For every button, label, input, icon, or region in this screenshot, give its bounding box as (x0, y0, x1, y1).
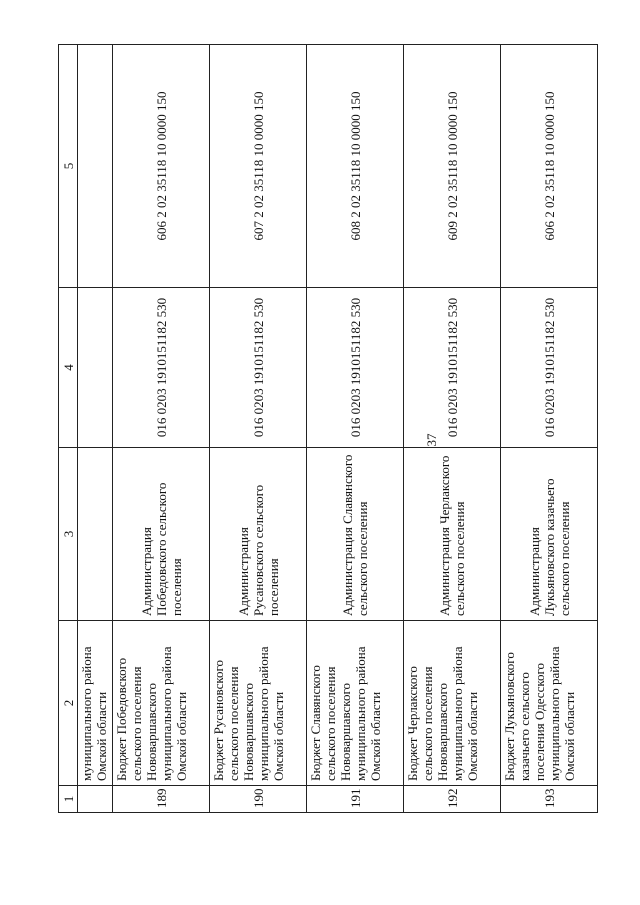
budget-name: Бюджет Лукьяновского казачьего сельского поселения Одесского муниципального района Омской области (501, 621, 598, 786)
budget-table (58, 44, 598, 813)
header-col-3: 3 (59, 448, 78, 621)
code-col-5: 608 2 02 35118 10 0000 150 (307, 45, 404, 288)
header-col-1: 1 (59, 786, 78, 813)
row-number: 189 (113, 786, 210, 813)
code-col-5: 609 2 02 35118 10 0000 150 (404, 45, 501, 288)
code-col-4: 016 0203 1910151182 530 (210, 288, 307, 448)
code-col-5: 606 2 02 35118 10 0000 150 (501, 45, 598, 288)
administrator (78, 448, 113, 621)
code-col-5: 607 2 02 35118 10 0000 150 (210, 45, 307, 288)
table-row (404, 45, 501, 813)
code-col-4 (78, 288, 113, 448)
page-number: 37 (424, 433, 439, 447)
code-col-4: 016 0203 1910151182 530 (404, 288, 501, 448)
code-col-4: 016 0203 1910151182 530 (307, 288, 404, 448)
code-col-5 (78, 45, 113, 288)
budget-table-rotated (58, 45, 598, 813)
table-row (210, 45, 307, 813)
row-number (78, 786, 113, 813)
administrator: Администрация Славянского сельского поселения (307, 448, 404, 621)
administrator: Администрация Лукьяновского казачьего сельского поселения (501, 448, 598, 621)
budget-name: Бюджет Черлакского сельского поселения Нововаршавского муниципального района Омской области (404, 621, 501, 786)
administrator: Администрация Русановского сельского поселения (210, 448, 307, 621)
budget-name: Бюджет Славянского сельского поселения Нововаршавского муниципального района Омской области (307, 621, 404, 786)
row-number: 191 (307, 786, 404, 813)
budget-name: Бюджет Русановского сельского поселения Нововаршавского муниципального района Омской области (210, 621, 307, 786)
row-number: 190 (210, 786, 307, 813)
header-col-5: 5 (59, 45, 78, 288)
table-row (113, 45, 210, 813)
table-header-row (59, 45, 78, 813)
code-col-4: 016 0203 1910151182 530 (501, 288, 598, 448)
budget-name: муниципального района Омской области (78, 621, 113, 786)
budget-name: Бюджет Победовского сельского поселения Нововаршавского муниципального района Омской области (113, 621, 210, 786)
row-number: 193 (501, 786, 598, 813)
table-row (501, 45, 598, 813)
code-col-5: 606 2 02 35118 10 0000 150 (113, 45, 210, 288)
header-col-2: 2 (59, 621, 78, 786)
row-number: 192 (404, 786, 501, 813)
table-row-continuation (78, 45, 113, 813)
table-row (307, 45, 404, 813)
administrator: Администрация Черлакского сельского поселения (404, 448, 501, 621)
administrator: Администрация Победовского сельского поселения (113, 448, 210, 621)
header-col-4: 4 (59, 288, 78, 448)
code-col-4: 016 0203 1910151182 530 (113, 288, 210, 448)
